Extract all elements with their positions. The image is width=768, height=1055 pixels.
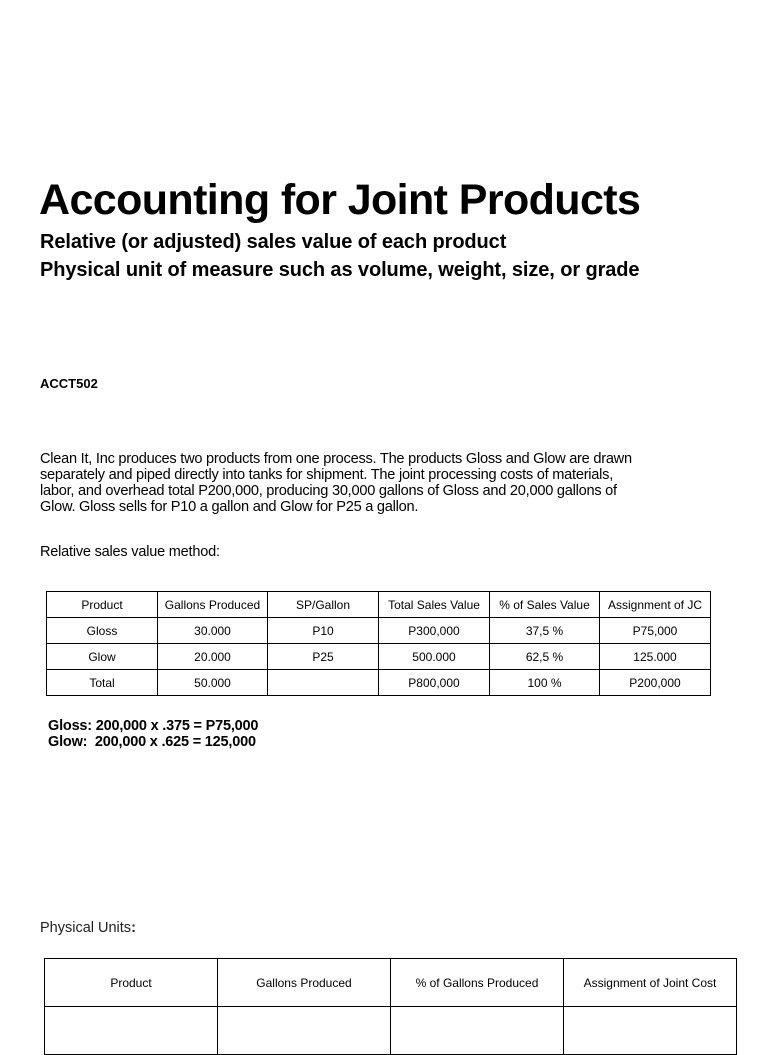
page-title: Accounting for Joint Products <box>39 176 641 224</box>
table-row <box>47 618 711 644</box>
table-header-row <box>45 959 737 1007</box>
table-cell: P10 <box>268 618 379 644</box>
header-assignment-jc: Assignment of JC <box>600 592 711 618</box>
table-cell: Gloss <box>47 618 158 644</box>
problem-line: labor, and overhead total P200,000, producing 30,000 gallons of Gloss and 20,000 gallons of <box>40 483 617 499</box>
table-cell: P75,000 <box>600 618 711 644</box>
table-row <box>47 644 711 670</box>
header-product: Product <box>45 959 218 1007</box>
physical-units-label <box>40 920 136 936</box>
header-gallons-produced: Gallons Produced <box>158 592 268 618</box>
header-gallons-produced: Gallons Produced <box>218 959 391 1007</box>
table-cell <box>391 1007 564 1055</box>
course-code: ACCT502 <box>40 376 98 391</box>
table-cell <box>564 1007 737 1055</box>
table-cell: 50.000 <box>158 670 268 696</box>
table-cell: Glow <box>47 644 158 670</box>
problem-line: separately and piped directly into tanks for shipment. The joint processing costs of materials, <box>40 467 614 483</box>
table-cell: 62,5 % <box>490 644 600 670</box>
table-cell: P25 <box>268 644 379 670</box>
header-total-sales-value: Total Sales Value <box>379 592 490 618</box>
sales-value-method-label: Relative sales value method: <box>40 544 220 560</box>
sales-value-table <box>46 591 711 696</box>
table-cell: 100 % <box>490 670 600 696</box>
header-pct-gallons-produced: % of Gallons Produced <box>391 959 564 1007</box>
header-assignment-joint-cost: Assignment of Joint Cost <box>564 959 737 1007</box>
table-cell: 37,5 % <box>490 618 600 644</box>
calculation-notes <box>48 718 258 750</box>
table-cell <box>45 1007 218 1055</box>
table-cell: 20.000 <box>158 644 268 670</box>
header-sp-gallon: SP/Gallon <box>268 592 379 618</box>
physical-units-label-colon: : <box>131 920 136 936</box>
table-cell: 30.000 <box>158 618 268 644</box>
problem-line: Clean It, Inc produces two products from one process. The products Gloss and Glow are drawn <box>40 451 632 467</box>
table-row <box>45 1007 737 1055</box>
physical-units-table <box>44 958 737 1055</box>
table-cell: Total <box>47 670 158 696</box>
table-cell: P300,000 <box>379 618 490 644</box>
table-header-row <box>47 592 711 618</box>
problem-line: Glow. Gloss sells for P10 a gallon and Glow for P25 a gallon. <box>40 499 419 515</box>
table-cell: P800,000 <box>379 670 490 696</box>
header-pct-sales-value: % of Sales Value <box>490 592 600 618</box>
table-cell: P200,000 <box>600 670 711 696</box>
table-cell: 125.000 <box>600 644 711 670</box>
header-product: Product <box>47 592 158 618</box>
problem-statement <box>40 451 730 515</box>
calculation-line: Glow: 200,000 x .625 = 125,000 <box>48 734 256 750</box>
physical-units-label-text: Physical Units <box>40 920 132 936</box>
calculation-line: Gloss: 200,000 x .375 = P75,000 <box>48 718 259 734</box>
table-cell <box>268 670 379 696</box>
table-cell <box>218 1007 391 1055</box>
subtitle-sales-value: Relative (or adjusted) sales value of each product <box>40 231 507 253</box>
table-row <box>47 670 711 696</box>
table-cell: 500.000 <box>379 644 490 670</box>
subtitle-physical-unit: Physical unit of measure such as volume, weight, size, or grade <box>40 259 640 281</box>
